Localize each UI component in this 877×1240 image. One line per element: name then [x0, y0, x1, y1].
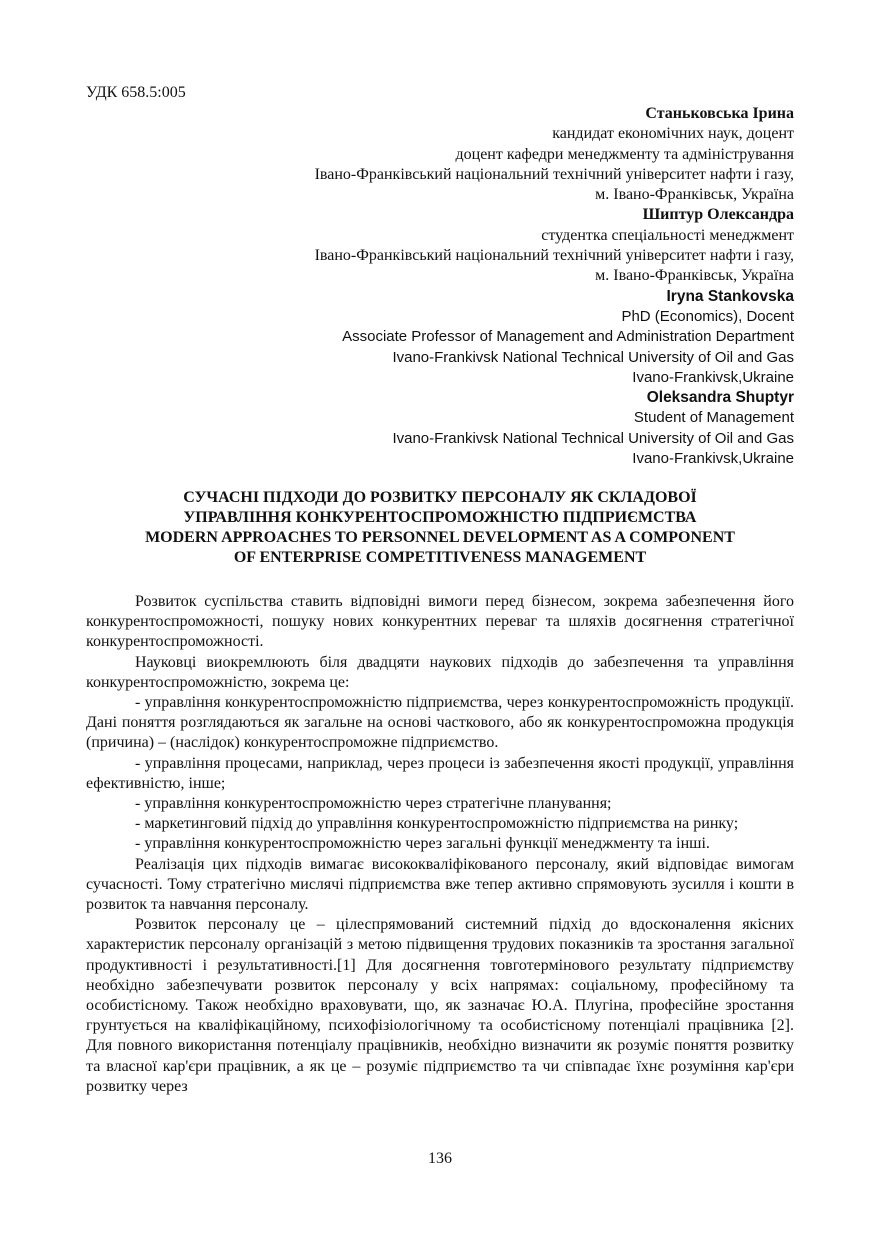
udk-code: УДК 658.5:005	[86, 84, 186, 101]
title-line: УПРАВЛІННЯ КОНКУРЕНТОСПРОМОЖНІСТЮ ПІДПРИЄМСТВА	[183, 509, 697, 526]
author-affiliation-line: кандидат економічних наук, доцент	[552, 125, 794, 143]
author-affiliation-line: Івано-Франківський національний технічний університет нафти і газу,	[314, 247, 794, 265]
body-paragraph: Розвиток персоналу це – цілеспрямований системний підхід до вдосконалення якісних характеристик персоналу організацій з метою підвищення трудових показників та зростання загальної продуктивності і результативності.[1] Для досягнення товготермінового результату підприємству необхідно забезпечувати розвиток персоналу у всіх напрямах: соціальному, професійному та особистісному. Також необхідно враховувати, що, як зазначає Ю.А. Плугіна, професійне зростання грунтується на кваліфікаційному, психофізіологічному та особистісному потенціалі працівника [2]. Для повного використання потенціалу працівників, необхідно визначити як розуміє поняття розвитку та власної кар'єри працівник, а як це – розуміє підприємство та чи співпадає їхнє розуміння кар'єри розвитку через	[86, 916, 794, 1095]
author-affiliation-line: студентка спеціальності менеджмент	[541, 226, 794, 244]
title-line: СУЧАСНІ ПІДХОДИ ДО РОЗВИТКУ ПЕРСОНАЛУ ЯК СКЛАДОВОЇ	[183, 489, 697, 506]
document-page	[86, 0, 794, 1240]
author-affiliation-line: м. Івано-Франківськ, Україна	[595, 267, 794, 285]
author-affiliation-line: Ivano-Frankivsk,Ukraine	[632, 450, 794, 468]
author-affiliation-line: Івано-Франківський національний технічний університет нафти і газу,	[314, 165, 794, 183]
author-affiliation-line: Student of Management	[633, 409, 794, 427]
list-item: - управління конкурентоспроможністю через стратегічне планування;	[135, 795, 612, 813]
article-title	[86, 488, 794, 568]
body-paragraph: Реалізація цих підходів вимагає висококваліфікованого персоналу, який відповідає вимогам сучасності. Тому стратегічно мислячі підприємства вже тепер активно спрямовують зусилля і кошти в розвиток та навчання персоналу.	[86, 855, 794, 914]
title-line: OF ENTERPRISE COMPETITIVENESS MANAGEMENT	[233, 549, 647, 566]
author-affiliation-line: Ivano-Frankivsk,Ukraine	[632, 368, 794, 386]
page-number: 136	[428, 1150, 452, 1167]
list-item: - управління конкурентоспроможністю підприємства, через конкурентоспроможність продукції. Дані поняття розглядаються як загальне на основі часткового, або як конкурентоспроможна продукція (причина) – (наслідок) конкурентоспроможне підприємство.	[86, 694, 794, 752]
author-name: Станьковська Ірина	[645, 105, 794, 122]
list-item: - маркетинговий підхід до управління конкурентоспроможністю підприємства на ринку;	[135, 815, 739, 833]
author-block	[315, 104, 794, 469]
body-paragraph: Розвиток суспільства ставить відповідні вимоги перед бізнесом, зокрема забезпечення його конкурентоспроможності, пошуку нових конкурентних переваг та шляхів досягнення стратегічної конкурентоспроможності.	[86, 593, 794, 651]
author-affiliation-line: Associate Professor of Management and Administration Department	[342, 328, 794, 346]
list-item: - управління конкурентоспроможністю через загальні функції менеджменту та інші.	[135, 835, 710, 853]
author-name: Oleksandra Shuptyr	[646, 389, 794, 407]
author-affiliation-line: Ivano-Frankivsk National Technical University of Oil and Gas	[392, 348, 794, 366]
body-paragraph: Науковці виокремлюють біля двадцяти наукових підходів до забезпечення та управління конкурентоспроможністю, зокрема це:	[86, 653, 794, 691]
author-affiliation-line: м. Івано-Франківськ, Україна	[595, 186, 794, 204]
author-affiliation-line: доцент кафедри менеджменту та адміністрування	[455, 145, 794, 163]
author-name: Iryna Stankovska	[666, 287, 794, 305]
title-line: MODERN APPROACHES TO PERSONNEL DEVELOPMENT AS A COMPONENT	[145, 529, 735, 546]
list-item: - управління процесами, наприклад, через процеси із забезпечення якості продукції, управління ефективністю, інше;	[86, 754, 794, 792]
author-affiliation-line: Ivano-Frankivsk National Technical University of Oil and Gas	[392, 429, 794, 447]
author-name: Шиптур Олександра	[642, 206, 794, 224]
article-body	[86, 592, 794, 1097]
author-affiliation-line: PhD (Economics), Docent	[621, 307, 794, 325]
